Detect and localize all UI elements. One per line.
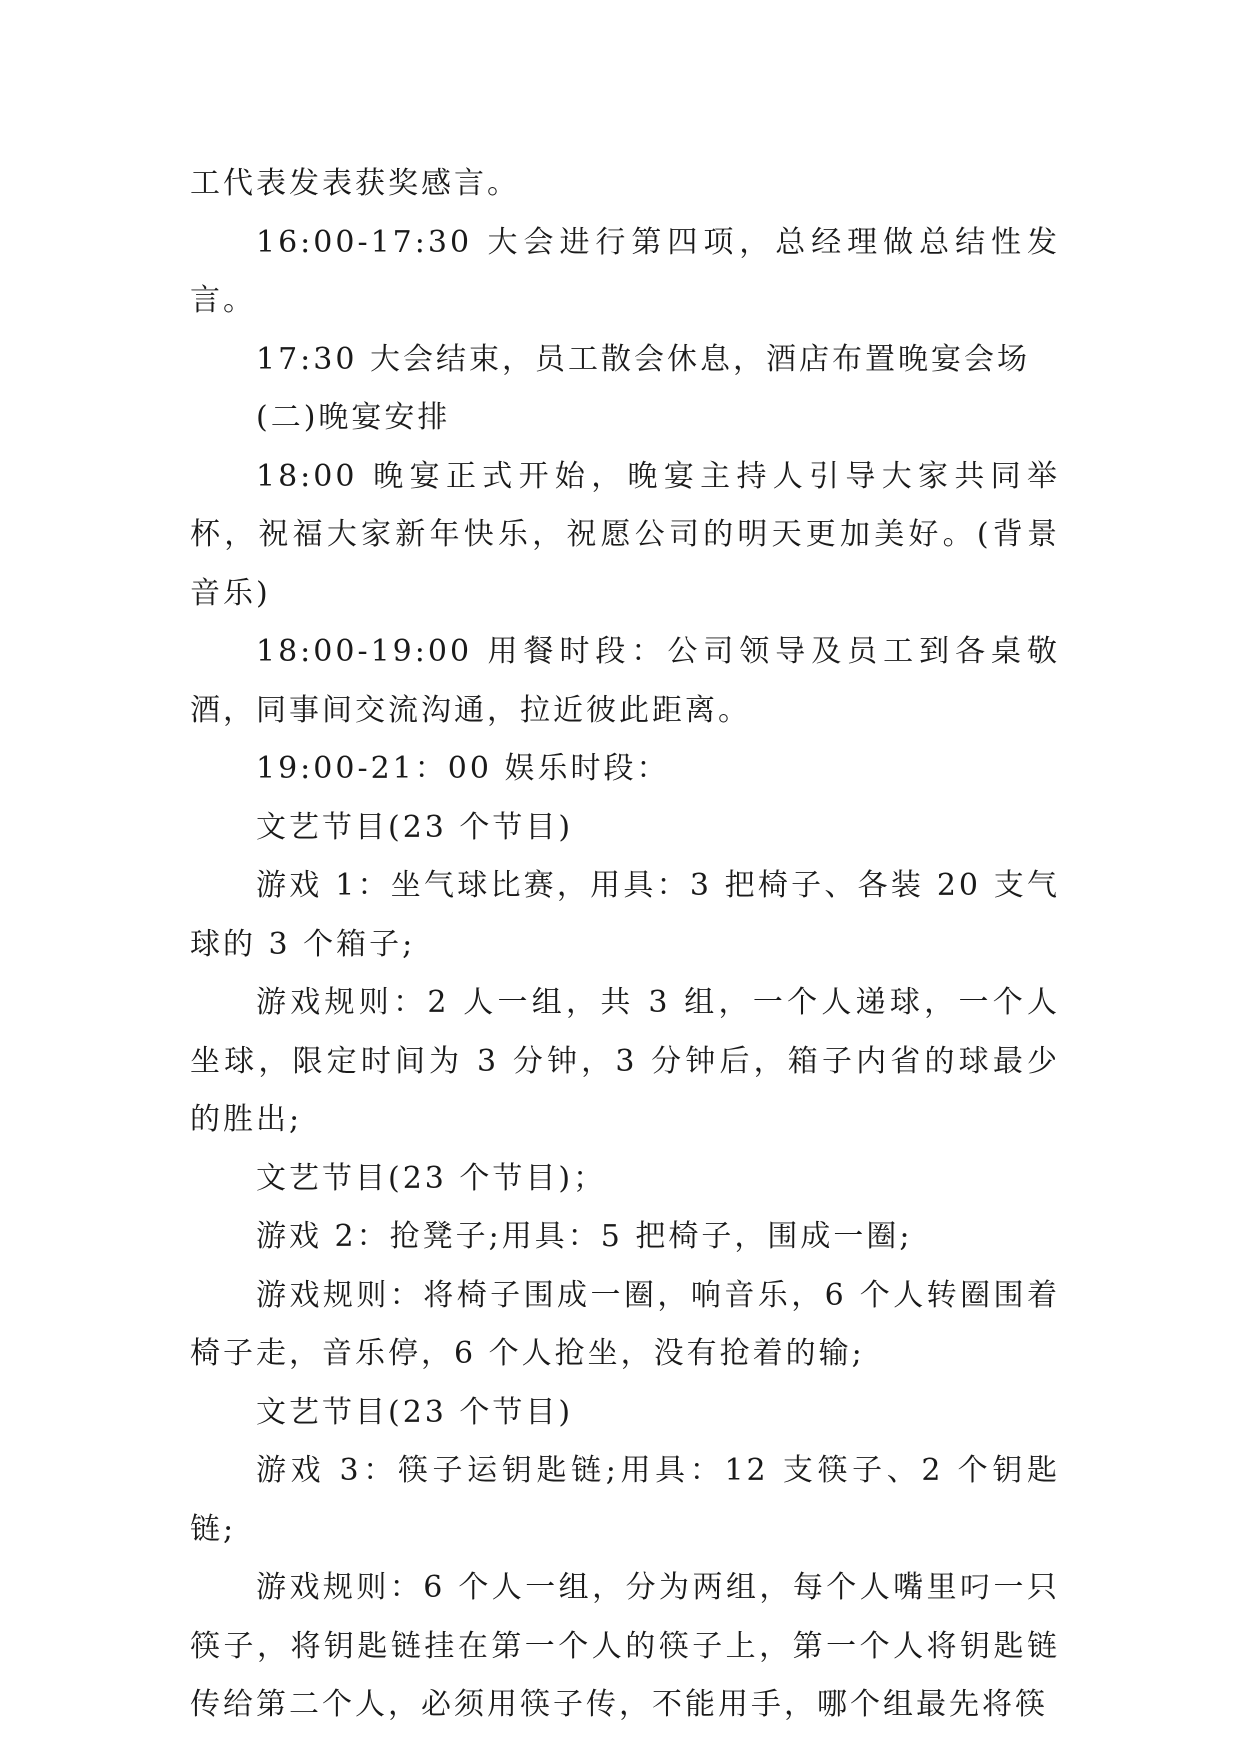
paragraph-7: 19:00-21：00 娱乐时段： xyxy=(256,751,670,786)
paragraph-9: 游戏 1：坐气球比赛，用具：3 把椅子、各装 20 支气球的 3 个箱子; xyxy=(190,868,1060,962)
paragraph-15: 游戏 3：筷子运钥匙链;用具：12 支筷子、2 个钥匙链; xyxy=(190,1453,1060,1547)
paragraph-13: 游戏规则：将椅子围成一圈，响音乐，6 个人转圈围着椅子走，音乐停，6 个人抢坐，没有抢着的输; xyxy=(190,1277,1060,1371)
paragraph-6: 18:00-19:00 用餐时段：公司领导及员工到各桌敬酒，同事间交流沟通，拉近彼此距离。 xyxy=(190,634,1060,728)
paragraph-11: 文艺节目(23 个节目)； xyxy=(256,1160,607,1196)
paragraph-16: 游戏规则：6 个人一组，分为两组，每个人嘴里叼一只筷子，将钥匙链挂在第一个人的筷子上，第一个人将钥匙链传给第二个人，必须用筷子传，不能用手，哪个组最先将筷 xyxy=(190,1570,1060,1722)
paragraph-1: 工代表发表获奖感言。 xyxy=(190,166,520,201)
paragraph-10: 游戏规则：2 人一组，共 3 组，一个人递球，一个人坐球，限定时间为 3 分钟，3 分钟后，箱子内省的球最少的胜出; xyxy=(190,985,1060,1137)
paragraph-3: 17:30 大会结束，员工散会休息，酒店布置晚宴会场 xyxy=(256,341,1030,377)
paragraph-14: 文艺节目(23 个节目) xyxy=(256,1394,574,1430)
section-heading-banquet: (二)晚宴安排 xyxy=(256,400,451,435)
paragraph-5: 18:00 晚宴正式开始，晚宴主持人引导大家共同举杯，祝福大家新年快乐，祝愿公司的明天更加美好。(背景音乐) xyxy=(190,458,1060,611)
paragraph-12: 游戏 2：抢凳子;用具：5 把椅子，围成一圈; xyxy=(256,1219,913,1254)
document-body xyxy=(190,155,1060,1735)
paragraph-2: 16:00-17:30 大会进行第四项，总经理做总结性发言。 xyxy=(190,224,1060,318)
paragraph-8: 文艺节目(23 个节目) xyxy=(256,809,574,845)
